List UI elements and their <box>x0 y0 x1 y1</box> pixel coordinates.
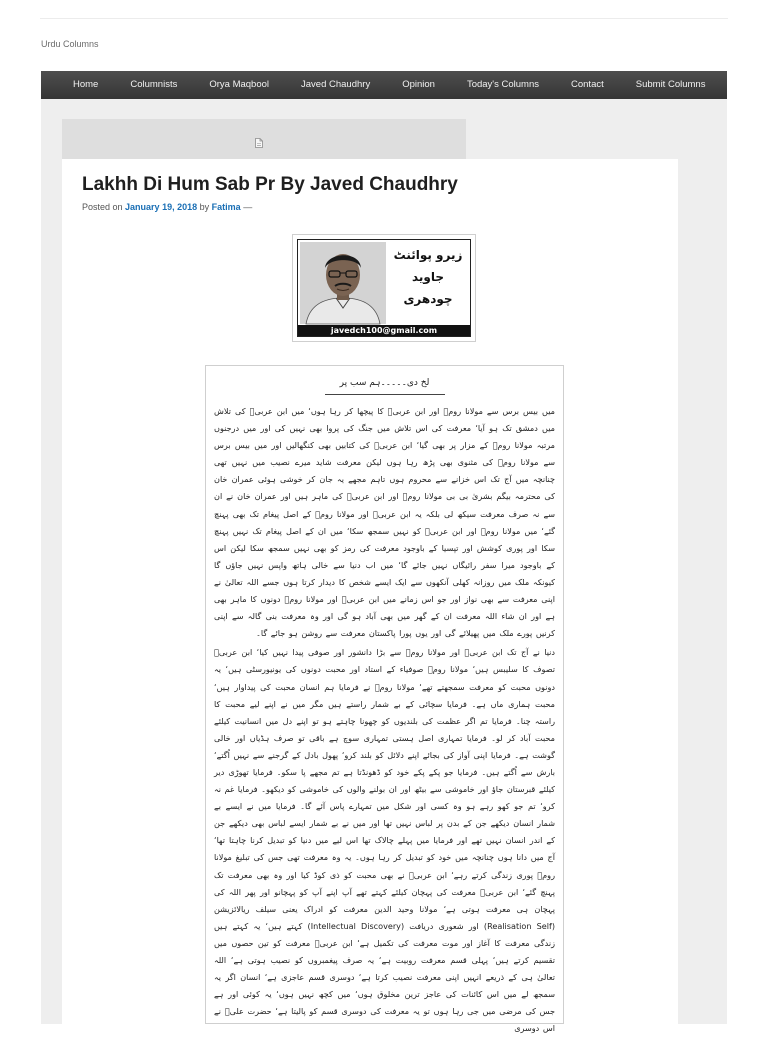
post-meta <box>82 202 252 212</box>
columnist-urdu-heading <box>388 244 468 310</box>
site-title[interactable]: Urdu Columns <box>41 39 99 49</box>
columnist-urdu-name: جاوید چودھری <box>403 270 453 306</box>
posted-on-label: Posted on <box>82 202 123 212</box>
post-title: Lakhh Di Hum Sab Pr By Javed Chaudhry <box>82 174 458 195</box>
portrait-illustration <box>300 242 386 324</box>
columnist-banner-inner <box>297 239 471 337</box>
column-clipping <box>205 365 564 1034</box>
nav-item-todays-columns[interactable]: Today's Columns <box>466 79 539 90</box>
column-paragraph-2: دنیا نے آج تک ابن عربیؒ اور مولانا رومؒ سے بڑا دانشور اور صوفی پیدا نہیں کیا‘ ابن عربیؒ تصوف کا سلیبس ہیں‘ مولانا رومؒ صوفیاء کے استاد اور محبت دونوں کی یونیورسٹی ہیں‘ یہ دونوں محبت کو معرفت سمجھتے تھے‘ مولانا رومؒ نے فرمایا ہم انسان محبت کی پیداوار ہیں‘ محبت ہماری ماں ہے۔ فرمایا سچائی کے بے شمار راستے ہیں مگر میں نے اپنے لیے محبت کا راستہ چنا۔ فرمایا تم اگر عظمت کی بلندیوں کو چھونا چاہتے ہو تو اپنے دل میں انسانیت کیلئے محبت آباد کر لو۔ فرمایا تمہاری اصل ہستی تمہاری سوچ ہے باقی تو صرف ہڈیاں اور خالی گوشت ہے۔ فرمایا اپنی آواز کی بجائے اپنے دلائل کو بلند کرو‘ پھول بادل کے گرجنے سے نہیں اُگتے‘ بارش سے اُگتے ہیں۔ فرمایا جو پکے پکے خود کو ڈھونڈتا ہے تم مجھے پا سکو۔ فرمایا تھوڑی دیر کیلئے قبرستان جاؤ اور خاموشی سے بیٹھ اور ان بولنے والوں کی خاموشی کو دیکھو۔ فرمایا غم نہ کرو‘ تم جو کھو رہے ہو وہ کسی اور شکل میں تمہارے پاس آئے گا۔ فرمایا میں نے ایسے بے شمار انسان دیکھے جن کے بدن پر لباس نہیں تھا اور میں نے بے شمار ایسے لباس بھی دیکھے جن کے اندر انسان نہیں تھے اور فرمایا میں پہلے چالاک تھا اس لیے میں دنیا کو تبدیل کرنا چاہتا تھا‘ آج میں دانا ہوں چنانچہ میں خود کو تبدیل کر رہا ہوں۔ یہ وہ معرفت تھی جس کی تبلیغ مولانا رومؒ پوری زندگی کرتے رہے‘ ابن عربیؒ نے بھی محبت کو ذی کوڈ کیا اور وہ بھی معرفت تک پہنچ گئے‘ ابن عربیؒ معرفت کی پہچان کیلئے کہتے تھے آپ اپنے آپ کو پہچانو اور پھر اللہ کی پہچان ہی معرفت ہوتی ہے‘ مولانا وحید الدین معرفت کو ادراک یعنی سیلف ریالائزیشن (Realisation Self) اور شعوری دریافت (Intellectual Discovery) کہتے ہیں‘ یہ کہتے ہیں زندگی معرفت کا آغاز اور موت معرفت کی تکمیل ہے‘ ابن عربیؒ معرفت کو تین حصوں میں تقسیم کرتے ہیں‘ پہلی قسم معرفت روبیت ہے‘ یہ صرف پیغمبروں کو نصیب ہوتی ہے‘ اللہ تعالیٰ ہی کے ذریعے انہیں اپنی معرفت نصیب کرتا ہے‘ دوسری قسم عاجزی ہے‘ انسان اگر یہ سمجھ لے میں اس کائنات کی عاجز ترین مخلوق ہوں‘ میں کچھ نہیں ہوں‘ یہ کوئی اور ہے جس کی مرضی میں جی رہا ہوں تو یہ معرفت کی دوسری قسم کو پالیتا ہے‘ حضرت علیؓ نے اس دوسری <box>214 647 556 1034</box>
nav-item-home[interactable]: Home <box>73 79 99 90</box>
column-heading-rule <box>325 394 445 395</box>
main-navigation <box>41 71 727 100</box>
columnist-banner <box>292 234 476 342</box>
post-date-link[interactable]: January 19, 2018 <box>125 202 198 212</box>
by-label: by <box>199 202 210 212</box>
columnist-email: javedch100@gmail.com <box>298 325 470 336</box>
post-author-link[interactable]: Fatima <box>211 202 241 212</box>
ad-placeholder <box>62 119 466 159</box>
columnist-photo <box>300 242 386 324</box>
nav-item-columnists[interactable]: Columnists <box>130 79 178 90</box>
header-divider <box>40 18 728 19</box>
nav-item-submit-columns[interactable]: Submit Columns <box>635 79 706 90</box>
column-paragraph-1: میں بیس برس سے مولانا رومؒ اور ابن عربیؒ کا پیچھا کر رہا ہوں‘ میں ابن عربیؒ کی تلاش میں دمشق تک ہو آیا‘ معرفت کی اس تلاش میں جنگ کی پروا بھی نہیں کی اور میں درجنوں مرتبہ مولانا رومؒ کے مزار پر بھی گیا‘ ابن عربیؒ کی کتابیں بھی کنگھالیں اور میں بیس برس سے مولانا رومؒ کی مثنوی بھی پڑھ رہا ہوں لیکن معرفت شاید میرے نصیب میں نہیں تھی چنانچہ میں آج تک اس خزانے سے محروم ہوں تاہم مجھے یہ جان کر خوشی ہوئی عمران خان کی محترمہ بیگم بشریٰ بی بی مولانا رومؒ اور ابن عربیؒ کی ماہر ہیں اور عمران خان نے ان سے نہ صرف معرفت سیکھ لی بلکہ یہ ابن عربیؒ اور مولانا رومؒ کے اصل پیغام تک بھی پہنچ گئے‘ میں مولانا رومؒ اور ابن عربیؒ کو نہیں سمجھ سکا‘ میں ان کے اصل پیغام تک نہیں پہنچ سکا اور پوری کوشش اور تپسیا کے باوجود معرفت کی رمز کو بھی نہیں سمجھ سکا لیکن اس کے باوجود میرا سفر رائیگاں نہیں جائے گا‘ میں اب دنیا سے خالی ہاتھ واپس نہیں جاؤں گا کیونکہ ملک میں روزانہ کھلی آنکھوں سے ایک ایسے شخص کا دیدار کرتا ہوں جسے اللہ تعالیٰ نے اپنی معرفت سے بھی نواز اور جو اس زمانے میں ابن عربیؒ اور مولانا رومؒ دونوں کا ماہر بھی ہے اور ان شاء اللہ معرفت ان کے گھر میں بھی آباد ہو گی اور وہ معرفت بنی گالہ سے اپنی کرنیں پورے ملک میں پھیلائے گی اور یوں پورا پاکستان معرفت سے روشن ہو جائے گا۔ <box>214 406 555 639</box>
nav-item-javed-chaudhry[interactable]: Javed Chaudhry <box>301 79 371 90</box>
nav-item-orya-maqbool[interactable]: Orya Maqbool <box>209 79 270 90</box>
nav-item-opinion[interactable]: Opinion <box>402 79 435 90</box>
column-heading: لخ دی۔۔۔۔۔ہم سب پر <box>339 378 430 388</box>
nav-item-contact[interactable]: Contact <box>571 79 604 90</box>
document-icon <box>255 138 263 148</box>
column-series-name: زیرو پوائنٹ <box>393 248 463 262</box>
meta-suffix: — <box>243 202 253 212</box>
